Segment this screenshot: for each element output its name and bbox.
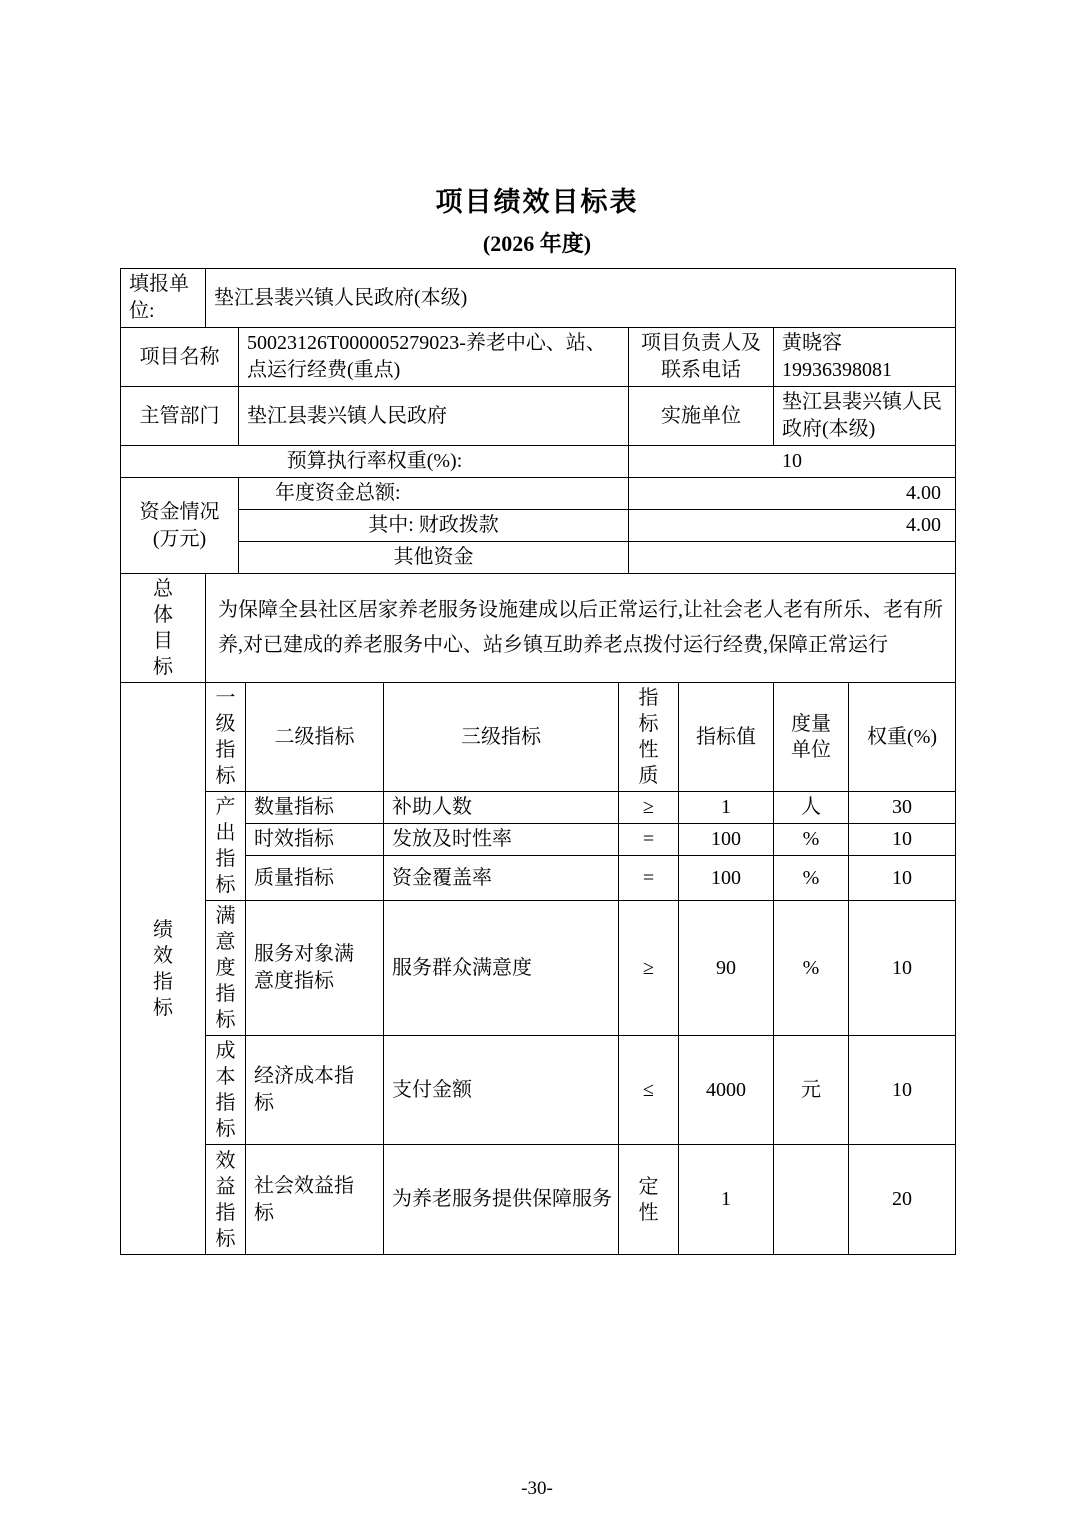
row3-value: 90 [679,901,774,1036]
row5-unit [774,1145,849,1255]
indicator-row [121,792,956,824]
row4-nature: ≤ [619,1036,679,1145]
indicator-row [121,1145,956,1255]
row5-value: 1 [679,1145,774,1255]
funding-other-value [629,542,956,574]
row0-nature: ≥ [619,792,679,824]
project-name-value: 50023126T000005279023-养老中心、站、点运行经费(重点) [239,328,629,387]
funding-fiscal-value: 4.00 [629,510,956,542]
row4-level2: 经济成本指标 [246,1036,384,1145]
row5-nature: 定性 [638,1175,659,1224]
row0-weight: 30 [849,792,956,824]
row1-level2: 时效指标 [246,824,384,856]
overall-goal-label: 总体目标 [153,578,173,678]
header-level1: 一级指标 [215,687,236,787]
row1-unit: % [774,824,849,856]
reporting-unit-label: 填报单位: [121,269,206,328]
department-value: 垫江县裴兴镇人民政府 [239,387,629,446]
header-level1-cell [206,683,246,792]
leader-phone: 19936398081 [782,359,892,381]
impl-unit-label: 实施单位 [629,387,774,446]
indicator-section-cell [121,683,206,1255]
group-satisfaction-cell [206,901,246,1036]
group-cost-label: 成本指标 [215,1040,236,1140]
row3-level3: 服务群众满意度 [384,901,619,1036]
row3-nature: ≥ [619,901,679,1036]
overall-goal-row [121,574,956,683]
department-row [121,387,956,446]
row2-nature: = [619,856,679,901]
funding-total-label: 年度资金总额: [239,478,629,510]
header-unit-cell [774,683,849,792]
row2-level3: 资金覆盖率 [384,856,619,901]
row1-nature: = [619,824,679,856]
row2-value: 100 [679,856,774,901]
funding-row-fiscal [121,510,956,542]
indicator-row [121,901,956,1036]
row3-level2: 服务对象满意度指标 [246,901,384,1036]
header-unit: 度量单位 [791,713,831,761]
group-benefit-label: 效益指标 [215,1149,236,1250]
row4-weight: 10 [849,1036,956,1145]
reporting-unit-row [121,269,956,328]
header-level2: 二级指标 [246,683,384,792]
page-subtitle: (2026 年度) [482,231,592,256]
row2-level2: 质量指标 [246,856,384,901]
page-number: -30- [521,1478,553,1499]
funding-fiscal-label: 其中: 财政拨款 [239,510,629,542]
header-weight: 权重(%) [849,683,956,792]
funding-row-other [121,542,956,574]
leader-name: 黄晓容 [782,332,842,354]
row4-level3: 支付金额 [384,1036,619,1145]
row1-level3: 发放及时性率 [384,824,619,856]
budget-exec-value: 10 [629,446,956,478]
row1-weight: 10 [849,824,956,856]
group-output-label: 产出指标 [215,796,236,896]
header-nature-cell [619,683,679,792]
funding-other-label: 其他资金 [239,542,629,574]
indicator-header-row [121,683,956,792]
group-cost-cell [206,1036,246,1145]
indicator-section-label: 绩效指标 [153,918,173,1019]
project-leader-value [774,328,956,387]
header-level3: 三级指标 [384,683,619,792]
department-label: 主管部门 [121,387,239,446]
page-title: 项目绩效目标表 [435,187,639,217]
group-benefit-cell [206,1145,246,1255]
performance-target-table [120,268,956,1255]
budget-exec-row [121,446,956,478]
row5-level2: 社会效益指标 [246,1145,384,1255]
reporting-unit-value: 垫江县裴兴镇人民政府(本级) [206,269,956,328]
row1-value: 100 [679,824,774,856]
indicator-row [121,856,956,901]
row5-weight: 20 [849,1145,956,1255]
row4-unit: 元 [774,1036,849,1145]
group-satisfaction-label: 满意度指标 [215,905,236,1031]
row3-unit: % [774,901,849,1036]
overall-goal-text: 为保障全县社区居家养老服务设施建成以后正常运行,让社会老人老有所乐、老有所养,对已建成的养老服务中心、站乡镇互助养老点拨付运行经费,保障正常运行 [206,574,956,683]
project-leader-label: 项目负责人及联系电话 [629,328,774,387]
funding-row-total [121,478,956,510]
row0-unit: 人 [774,792,849,824]
overall-goal-label-cell [121,574,206,683]
funding-section-label: 资金情况(万元) [121,478,239,574]
row0-value: 1 [679,792,774,824]
project-name-label: 项目名称 [121,328,239,387]
header-nature: 指标性质 [638,687,659,787]
row3-weight: 10 [849,901,956,1036]
row5-level3: 为养老服务提供保障服务 [384,1145,619,1255]
header-value: 指标值 [679,683,774,792]
row0-level3: 补助人数 [384,792,619,824]
impl-unit-value: 垫江县裴兴镇人民政府(本级) [774,387,956,446]
indicator-row [121,824,956,856]
group-output-cell [206,792,246,901]
budget-exec-label: 预算执行率权重(%): [121,446,629,478]
project-name-row [121,328,956,387]
indicator-row [121,1036,956,1145]
funding-total-value: 4.00 [629,478,956,510]
row4-value: 4000 [679,1036,774,1145]
row2-weight: 10 [849,856,956,901]
row5-nature-cell [619,1145,679,1255]
row2-unit: % [774,856,849,901]
row0-level2: 数量指标 [246,792,384,824]
